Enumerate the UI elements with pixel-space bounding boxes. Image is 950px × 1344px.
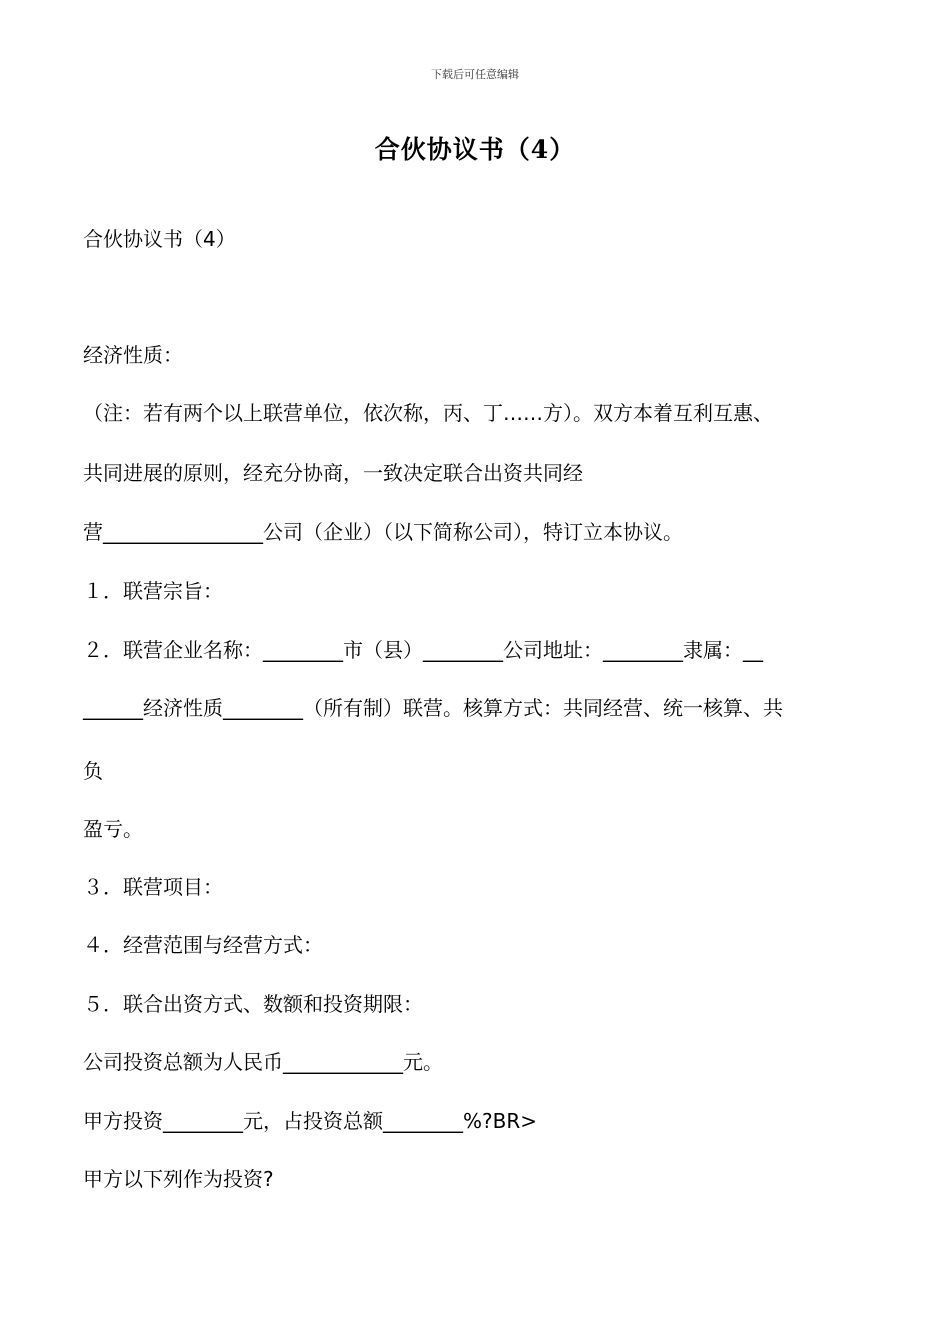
body-line: ５．联合出资方式、数额和投资期限： [83,992,423,1016]
body-line: 甲方投资________元，占投资总额________%?BR> [83,1109,537,1133]
body-line: 公司投资总额为人民币____________元。 [83,1050,443,1074]
body-line: 甲方以下列作为投资? [83,1167,274,1191]
body-line: ２．联营企业名称：________市（县）________公司地址：________隶属：__ [83,638,763,662]
body-line: ４．经营范围与经营方式： [83,933,323,957]
body-line: 合伙协议书（4） [83,227,236,251]
body-line: 负 [83,759,103,783]
body-line: 共同进展的原则，经充分协商，一致决定联合出资共同经 [83,461,583,485]
body-line: （注：若有两个以上联营单位，依次称，丙、丁……方）。双方本着互利互惠、 [83,401,773,425]
document-title: 合伙协议书（4） [374,135,576,164]
body-line: 营________________公司（企业）（以下简称公司），特订立本协议。 [83,520,683,544]
body-line: ３．联营项目： [83,875,223,899]
body-line: １．联营宗旨： [83,579,223,603]
body-line: ______经济性质________（所有制）联营。核算方式：共同经营、统一核算、共 [83,696,783,720]
page-header: 下载后可任意编辑 [431,68,519,81]
body-line: 盈亏。 [83,817,143,841]
body-line: 经济性质： [83,343,183,367]
